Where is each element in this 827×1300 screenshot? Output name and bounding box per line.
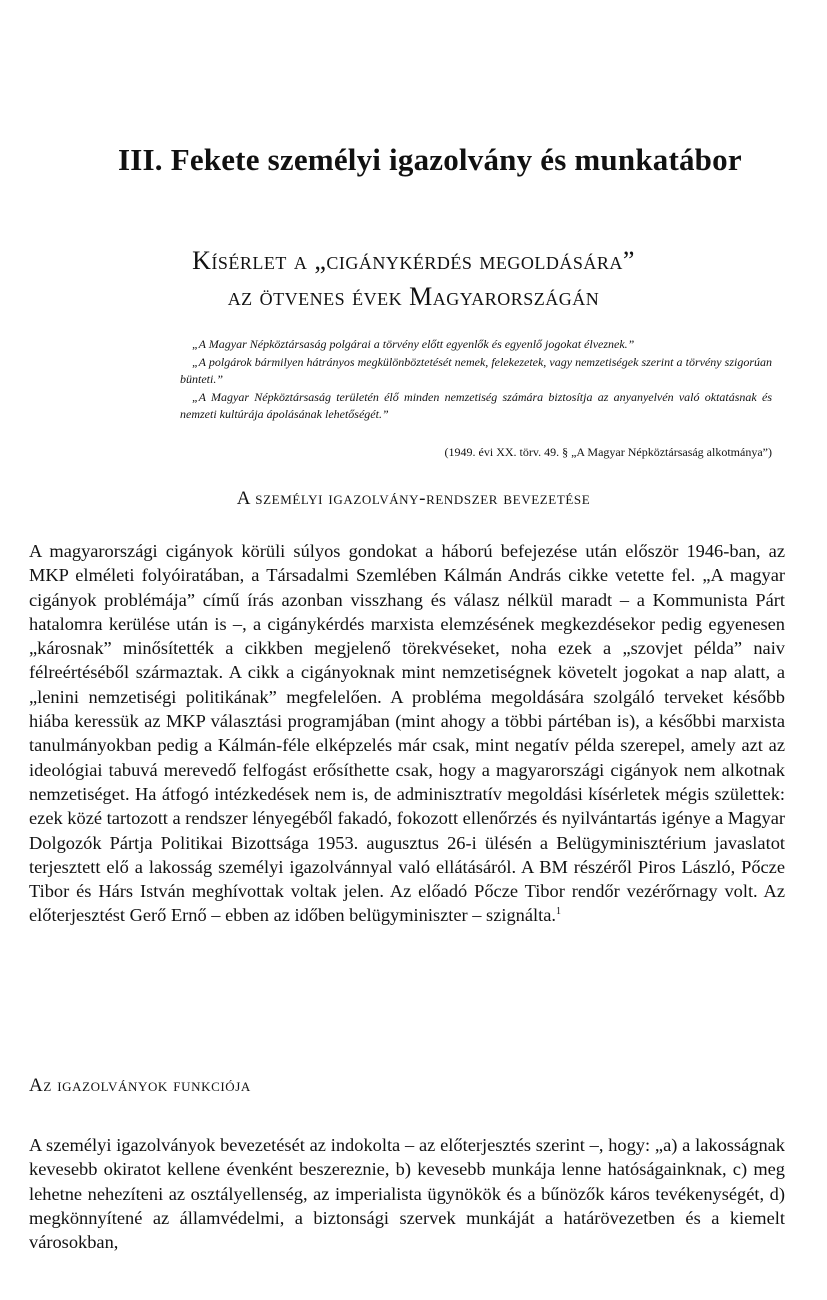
epigraph-quote-1: „A Magyar Népköztársaság polgárai a törvény előtt egyenlők és egyenlő jogokat élveznek.” bbox=[192, 337, 635, 351]
section-1-paragraph bbox=[29, 539, 785, 928]
epigraph-quote-2: „A polgárok bármilyen hátrányos megkülönböztetését nemek, felekezetek, vagy nemzetiségek szerint a törvény szigorúan bünteti.” bbox=[180, 354, 772, 387]
section-heading-functions: Az igazolványok funkciója bbox=[29, 1075, 251, 1096]
chapter-title: III. Fekete személyi igazolvány és munkatábor bbox=[118, 142, 742, 177]
epigraph-quote-3: „A Magyar Népköztársaság területén élő minden nemzetiség számára biztosítja az anyanyelvén való oktatásnak és nemzeti kultúrája ápolásának lehetőségét.” bbox=[180, 389, 772, 422]
section-1-text: A magyarországi cigányok körüli súlyos gondokat a háború befejezése után először 1946-ban, az MKP elméleti folyóiratában, a Társadalmi Szemlében Kálmán András cikke vetette fel. „A magyar cigányok problémája” című írás azonban visszhang és válasz nélkül maradt – a Kommunista Párt hatalomra kerülése után is –, a cigánykérdés marxista elemzésének megkezdésekor pedig egyenesen „károsnak” minősítették a cikkben megjelenő törekvéseket, noha ezek a „szovjet példa” naiv félreértéséből származtak. A cikk a cigányoknak mint nemzetiségnek követelt jogokat a nap alatt, a „lenini nemzetiségi politikának” megfelelően. A probléma megoldására szolgáló terveket később hiába keressük az MKP választási programjában (mint ahogy a többi pártéban is), a későbbi marxista tanulmányokban pedig a Kálmán-féle elképzelés már csak, mint negatív példa szerepel, amely azt az ideológiai tabuvá merevedő felfogást erősíthette csak, hogy a magyarországi cigányok nem alkotnak nemzetiséget. Ha átfogó intézkedések nem is, de adminisztratív megoldási kísérletek mégis születtek: ezek közé tartozott a rendszer lényegéből fakadó, fokozott ellenőrzés és nyilvántartás igénye a Magyar Dolgozók Pártja Politikai Bizottsága 1953. augusztus 26-i ülésén a Belügyminisztérium javaslatot terjesztett elő a lakosság személyi igazolvánnyal való ellátásáról. A BM részéről Piros László, Pőcze Tibor és Hárs István meghívottak voltak jelen. Az előadó Pőcze Tibor rendőr vezérőrnagy volt. Az előterjesztést Gerő Ernő – ebben az időben belügyminiszter – szignálta. bbox=[29, 541, 785, 926]
subtitle-line-1: Kísérlet a „cigánykérdés megoldására” bbox=[192, 246, 635, 275]
section-heading-id-system: A személyi igazolvány-rendszer bevezetése bbox=[236, 488, 591, 509]
section-2-paragraph: A személyi igazolványok bevezetését az indokolta – az előterjesztés szerint –, hogy: „a) a lakosságnak kevesebb okiratot kellene évenként beszereznie, b) kevesebb munkája lenne hatóságainknak, c) meg lehetne nehezíteni az osztályellenség, az imperialista ügynökök és a bűnözők káros tevékenységét, d) megkönnyítené az államvédelmi, a biztonsági szervek munkáját a határövezetben és a kiemelt városokban, bbox=[29, 1135, 785, 1253]
section-2-body bbox=[29, 1133, 785, 1254]
epigraph-citation: (1949. évi XX. törv. 49. § „A Magyar Népköztársaság alkotmánya”) bbox=[444, 445, 772, 459]
subtitle-line-2: az ötvenes évek Magyarországán bbox=[227, 282, 600, 311]
epigraph bbox=[180, 336, 772, 424]
section-1-body bbox=[29, 539, 785, 928]
footnote-mark: 1 bbox=[556, 906, 562, 918]
